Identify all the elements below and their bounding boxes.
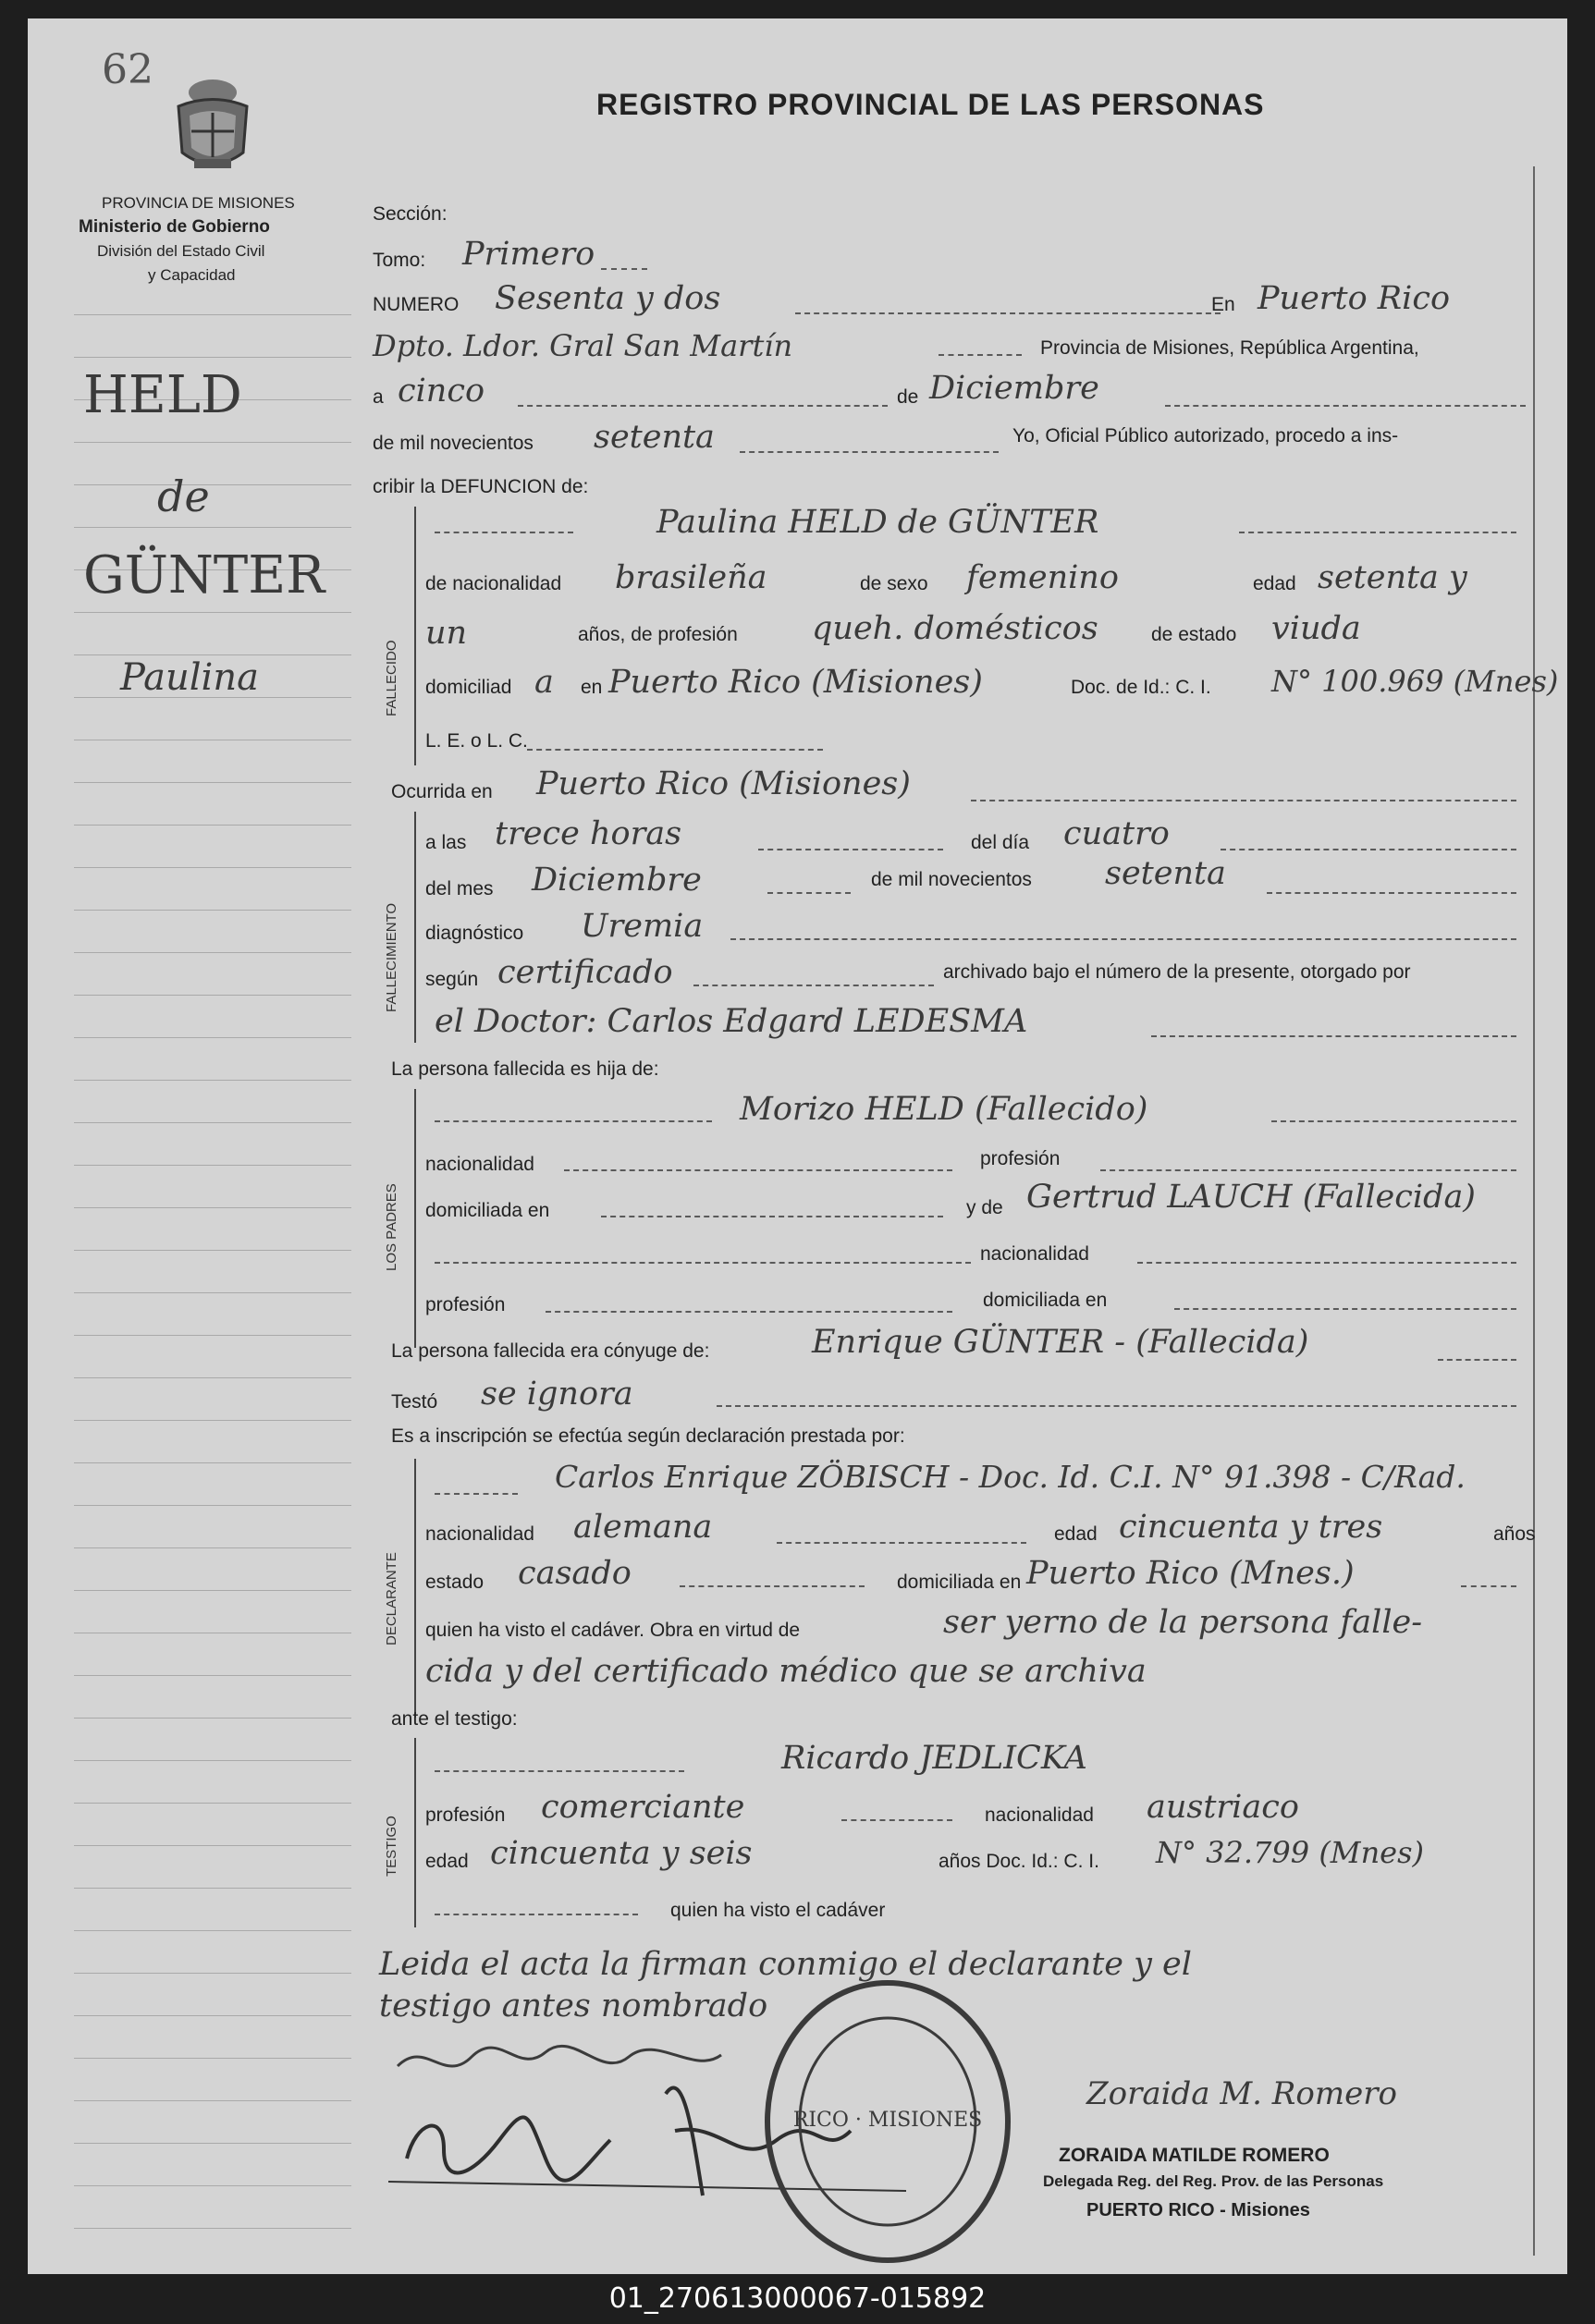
- value-virtud-2: cida y del certificado médico que se archiva: [425, 1653, 1147, 1690]
- issuer-line-3: División del Estado Civil: [97, 242, 265, 260]
- testigo-bracket: [414, 1738, 416, 1927]
- value-anio: setenta: [594, 419, 715, 456]
- margin-rule-line: [74, 1080, 351, 1081]
- margin-rule-line: [74, 2058, 351, 2059]
- margin-rule-line: [74, 1888, 351, 1889]
- label-sexo: de sexo: [860, 573, 928, 594]
- value-lugar: Puerto Rico: [1258, 280, 1451, 317]
- label-mil: de mil novecientos: [373, 433, 534, 454]
- value-doc-testigo: N° 32.799 (Mnes): [1156, 1835, 1425, 1870]
- label-archivado: archivado bajo el número de la presente, otorgado por: [943, 961, 1411, 983]
- label-anios-testigo: años Doc. Id.: C. I.: [939, 1851, 1099, 1872]
- margin-rule-line: [74, 952, 351, 953]
- value-testigo: Ricardo JEDLICKA: [781, 1740, 1087, 1777]
- value-domicilio: Puerto Rico (Misiones): [608, 664, 983, 701]
- label-seccion: Sección:: [373, 203, 448, 225]
- label-en: En: [1211, 294, 1235, 315]
- label-testo: Testó: [391, 1391, 438, 1413]
- margin-rule-line: [74, 654, 351, 655]
- margin-rule-line: [74, 2185, 351, 2186]
- label-alas: a las: [425, 832, 467, 853]
- registry-title: REGISTRO PROVINCIAL DE LAS PERSONAS: [596, 88, 1265, 121]
- value-madre: Gertrud LAUCH (Fallecida): [1026, 1179, 1476, 1216]
- margin-married-name: GÜNTER: [83, 545, 325, 605]
- value-segun: certificado: [497, 954, 673, 991]
- value-sexo: femenino: [966, 559, 1119, 596]
- label-provincia: Provincia de Misiones, República Argentina,: [1040, 337, 1419, 359]
- value-estado-declarante: casado: [518, 1555, 632, 1592]
- margin-rule-line: [74, 1973, 351, 1974]
- margin-rule-line: [74, 1590, 351, 1591]
- label-diagnostico: diagnóstico: [425, 923, 524, 944]
- official-signature: Zoraida M. Romero: [1086, 2075, 1397, 2112]
- margin-surname: HELD: [83, 365, 242, 425]
- label-anios-declarante: años: [1493, 1523, 1536, 1545]
- label-en-domic: en: [581, 677, 603, 698]
- label-visto-testigo: quien ha visto el cadáver: [670, 1900, 886, 1921]
- label-prof-testigo: profesión: [425, 1804, 506, 1826]
- margin-rule-line: [74, 1420, 351, 1421]
- label-a: a: [373, 386, 384, 408]
- value-declarante: Carlos Enrique ZÖBISCH - Doc. Id. C.I. N° 91.398 - C/Rad.: [555, 1459, 1466, 1495]
- margin-rule-line: [74, 1675, 351, 1676]
- closing-line-1: Leida el acta la firman conmigo el declarante y el: [379, 1946, 1192, 1983]
- value-mes: Diciembre: [929, 370, 1099, 407]
- page-number: 62: [102, 46, 153, 93]
- margin-rule-line: [74, 2100, 351, 2101]
- value-diagnostico: Uremia: [581, 908, 704, 945]
- value-anio-fallecimiento: setenta: [1105, 855, 1226, 892]
- margin-rule-line: [74, 1037, 351, 1038]
- label-nac-declarante: nacionalidad: [425, 1523, 534, 1545]
- label-domic-madre: domiciliada en: [983, 1290, 1108, 1311]
- label-prof-padre: profesión: [980, 1148, 1061, 1169]
- value-testo: se ignora: [481, 1376, 633, 1413]
- label-inscribir: cribir la DEFUNCION de:: [373, 476, 589, 497]
- label-edad: edad: [1253, 573, 1296, 594]
- margin-rule-line: [74, 1165, 351, 1166]
- margin-rule-line: [74, 1803, 351, 1804]
- official-place: PUERTO RICO - Misiones: [1086, 2200, 1310, 2220]
- label-doc: Doc. de Id.: C. I.: [1071, 677, 1211, 698]
- label-deldia: del día: [971, 832, 1030, 853]
- declarante-bracket: [414, 1459, 416, 1718]
- value-domic-declarante: Puerto Rico (Mnes.): [1026, 1555, 1355, 1592]
- image-id-footer: 01_270613000067-015892: [0, 2274, 1595, 2324]
- value-edad-2: un: [425, 615, 468, 652]
- label-milnov-2: de mil novecientos: [871, 869, 1032, 890]
- value-prof-testigo: comerciante: [541, 1789, 745, 1826]
- label-yde: y de: [966, 1197, 1003, 1218]
- label-edad-declarante: edad: [1054, 1523, 1098, 1545]
- label-anios-prof: años, de profesión: [578, 624, 738, 645]
- label-le: L. E. o L. C.: [425, 730, 528, 752]
- issuer-line-2: Ministerio de Gobierno: [79, 217, 270, 237]
- margin-rule-line: [74, 1718, 351, 1719]
- official-title: Delegada Reg. del Reg. Prov. de las Personas: [1043, 2172, 1384, 2190]
- value-ocurrida: Puerto Rico (Misiones): [536, 765, 911, 802]
- value-padre: Morizo HELD (Fallecido): [740, 1091, 1148, 1128]
- margin-rule-line: [74, 995, 351, 996]
- margin-given-name: Paulina: [120, 656, 259, 699]
- margin-rule-line: [74, 2015, 351, 2016]
- label-domic-declarante: domiciliada en: [897, 1572, 1022, 1593]
- value-estado: viuda: [1271, 610, 1361, 647]
- value-edad-testigo: cincuenta y seis: [490, 1835, 753, 1872]
- label-numero: NUMERO: [373, 294, 460, 315]
- value-doctor: el Doctor: Carlos Edgard LEDESMA: [435, 1003, 1028, 1040]
- margin-rule-line: [74, 1292, 351, 1293]
- margin-rule-line: [74, 1845, 351, 1846]
- value-numero: Sesenta y dos: [495, 280, 721, 317]
- value-conyuge: Enrique GÜNTER - (Fallecida): [812, 1324, 1309, 1361]
- margin-rule-line: [74, 442, 351, 443]
- label-yo: Yo, Oficial Público autorizado, procedo a ins-: [1012, 425, 1399, 446]
- closing-line-2: testigo antes nombrado: [379, 1988, 768, 2024]
- label-domiciliad: domiciliad: [425, 677, 512, 698]
- value-edad: setenta y: [1318, 559, 1467, 596]
- label-testigo: ante el testigo:: [391, 1708, 518, 1730]
- value-profesion: queh. domésticos: [812, 610, 1098, 647]
- margin-rule-line: [74, 1930, 351, 1931]
- margin-rule-line: [74, 1377, 351, 1378]
- margin-rule-line: [74, 910, 351, 911]
- label-prof-madre: profesión: [425, 1294, 506, 1315]
- margin-rule-line: [74, 1250, 351, 1251]
- official-seal-stamp: [749, 1960, 1026, 2274]
- margin-rule-line: [74, 867, 351, 868]
- label-tomo: Tomo:: [373, 250, 426, 271]
- value-virtud-1: ser yerno de la persona falle-: [943, 1604, 1423, 1641]
- label-inscripcion: Es a inscripción se efectúa según declaración prestada por:: [391, 1425, 905, 1447]
- value-nac-testigo: austriaco: [1147, 1789, 1299, 1826]
- issuer-line-1: PROVINCIA DE MISIONES: [102, 194, 295, 212]
- label-hija: La persona fallecida es hija de:: [391, 1058, 659, 1080]
- side-label-testigo: TESTIGO: [384, 1816, 399, 1877]
- margin-rule-line: [74, 2143, 351, 2144]
- value-nombre: Paulina HELD de GÜNTER: [656, 504, 1099, 541]
- side-label-fallecimiento: FALLECIMIENTO: [384, 902, 399, 1012]
- seal-text: RICO · MISIONES: [792, 2109, 983, 2132]
- margin-de: de: [157, 471, 210, 521]
- label-visto: quien ha visto el cadáver. Obra en virtud de: [425, 1620, 801, 1641]
- margin-rule-line: [74, 314, 351, 315]
- value-domic-suffix: a: [534, 664, 554, 701]
- label-nac-testigo: nacionalidad: [985, 1804, 1094, 1826]
- value-nacionalidad: brasileña: [615, 559, 767, 596]
- margin-rule-line: [74, 1760, 351, 1761]
- label-nac-padre: nacionalidad: [425, 1154, 534, 1175]
- label-domic-padre: domiciliada en: [425, 1200, 550, 1221]
- margin-rule-line: [74, 1207, 351, 1208]
- margin-rule-line: [74, 612, 351, 613]
- side-label-declarante: DECLARANTE: [384, 1552, 399, 1645]
- fallecimiento-bracket: [414, 812, 416, 1043]
- label-de: de: [897, 386, 919, 408]
- label-estado: de estado: [1151, 624, 1237, 645]
- label-delmes: del mes: [425, 878, 494, 899]
- value-dpto: Dpto. Ldor. Gral San Martín: [373, 328, 793, 363]
- value-tomo: Primero: [462, 236, 595, 273]
- label-ocurrida: Ocurrida en: [391, 781, 493, 802]
- margin-rule-line: [74, 527, 351, 528]
- issuer-line-4: y Capacidad: [148, 266, 236, 284]
- margin-rule-line: [74, 1462, 351, 1463]
- document-page: [28, 18, 1567, 2274]
- value-hora: trece horas: [495, 815, 682, 852]
- value-dia: cinco: [398, 373, 485, 410]
- padres-bracket: [414, 1089, 416, 1348]
- value-doc: N° 100.969 (Mnes): [1271, 664, 1559, 699]
- margin-rule-line: [74, 2228, 351, 2229]
- margin-rule-line: [74, 484, 351, 485]
- margin-rule-line: [74, 357, 351, 358]
- label-edad-testigo: edad: [425, 1851, 469, 1872]
- side-label-padres: LOS PADRES: [384, 1183, 399, 1271]
- value-mes-fallecimiento: Diciembre: [532, 862, 702, 899]
- label-estado-declarante: estado: [425, 1572, 485, 1593]
- label-segun: según: [425, 969, 479, 990]
- value-nac-declarante: alemana: [573, 1509, 713, 1546]
- fallecido-bracket: [414, 507, 416, 765]
- label-conyuge: La persona fallecida era cónyuge de:: [391, 1340, 710, 1362]
- label-nacionalidad: de nacionalidad: [425, 573, 562, 594]
- coat-of-arms-icon: [162, 74, 264, 180]
- margin-rule-line: [74, 825, 351, 826]
- margin-rule-line: [74, 1122, 351, 1123]
- margin-rule-line: [74, 1335, 351, 1336]
- official-name: ZORAIDA MATILDE ROMERO: [1059, 2145, 1330, 2166]
- value-edad-declarante: cincuenta y tres: [1119, 1509, 1383, 1546]
- margin-rule-line: [74, 1505, 351, 1506]
- margin-rule-line: [74, 782, 351, 783]
- label-nac-madre: nacionalidad: [980, 1243, 1089, 1265]
- side-label-fallecido: FALLECIDO: [384, 640, 399, 716]
- page-border-right: [1533, 166, 1535, 2256]
- value-dia-fallecimiento: cuatro: [1063, 815, 1170, 852]
- margin-rule-line: [74, 1547, 351, 1548]
